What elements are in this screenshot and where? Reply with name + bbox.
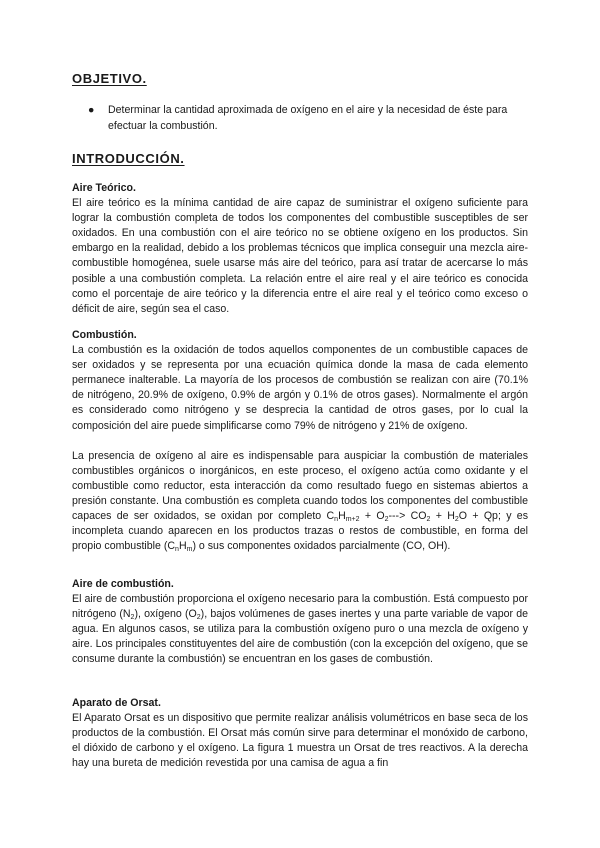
orsat-paragraph: El Aparato Orsat es un dispositivo que permite realizar análisis volumétricos en base seca de los productos de la combustión. El Orsat más común sirve para determinar el monóxido de carbono, el dióxido de carbono y el oxígeno. La figura 1 muestra un Orsat de tres reactivos. A la derecha hay una bureta de medición revestida por una camisa de agua a fin — [72, 712, 528, 770]
aire-teorico-section — [72, 181, 528, 317]
combustion-paragraph-2: La presencia de oxígeno al aire es indispensable para auspiciar la combustión de materiales combustibles orgánicos o inorgánicos, en este proceso, el oxígeno actúa como oxidante y el combustible como reductor, esta interacción da como resultado fuego en sistemas abiertos a presión constante. Una combustión es completa cuando todos los componentes del combustible capaces de ser oxidados, se oxidan por completo $C_nH_{m+2} + O_2---> CO_2 + H_2O + Qp$; y es incompleta cuando aparecen en los productos trazas o restos de combustible, en forma del propio combustible $(C_nH_m)$ o sus componentes oxidados parcialmente (CO, OH). — [72, 449, 528, 554]
aire-combustion-section — [72, 577, 528, 668]
bullet-dot-icon: ● — [88, 104, 95, 116]
introduccion-heading: INTRODUCCIÓN. — [72, 151, 185, 166]
aire-combustion-paragraph: El aire de combustión proporciona el oxígeno necesario para la combustión. Está compuesto por nitrógeno $(N_2)$, oxígeno $(O_2)$, bajos volúmenes de gases inertes y una parte variable de vapor de agua. En algunos casos, se utiliza para la combustión oxígeno puro o una mezcla de oxígeno y aire. Los principales constituyentes del aire de combustión (con la excepción del oxígeno, que se consume durante la combustión) se encuentran en los gases de combustión. — [72, 593, 529, 666]
objetivo-heading: OBJETIVO. — [72, 71, 147, 86]
combustion-section — [72, 328, 528, 554]
aire-combustion-heading: Aire de combustión. — [72, 578, 174, 590]
aire-teorico-heading: Aire Teórico. — [72, 182, 136, 194]
combustion-paragraph-1: La combustión es la oxidación de todos aquellos componentes de un combustible capaces de ser oxidados y se representa por una ecuación química donde la masa de cada elemento permanece inalterable. La mayoría de los procesos de combustión se realizan con aire (70.1% de nitrógeno, 20.9% de oxígeno, 0.9% de argón y 0.1% de otros gases). Normalmente el argón es considerado como nitrógeno y se desprecia la cantidad de otros gases, por lo cual la composición del aire puede simplificarse como 79% de nitrógeno y 21% de oxígeno. — [72, 344, 528, 432]
objetivo-bullet-item — [88, 102, 536, 134]
objetivo-bullet-text: Determinar la cantidad aproximada de oxígeno en el aire y la necesidad de éste para efectuar la combustión. — [108, 104, 508, 132]
orsat-heading: Aparato de Orsat. — [72, 697, 161, 709]
aire-teorico-paragraph: El aire teórico es la mínima cantidad de aire capaz de suministrar el oxígeno suficiente para lograr la combustión completa de todos los componentes del combustible susceptibles de ser oxidados. En una combustión con el aire teórico no se obtiene oxígeno en los productos. Sin embargo en la realidad, debido a los problemas técnicos que implica conseguir una mezcla aire-combustible homogénea, suele usarse más aire del teórico, para así tratar de acercarse lo más posible a una combustión completa. La relación entre el aire real y el aire teórico es conocida como el porcentaje de aire teórico y la diferencia entre el aire real y el teórico como exceso o déficit de aire, según sea el caso. — [72, 197, 528, 315]
combustion-heading: Combustión. — [72, 329, 137, 341]
orsat-section — [72, 696, 528, 771]
